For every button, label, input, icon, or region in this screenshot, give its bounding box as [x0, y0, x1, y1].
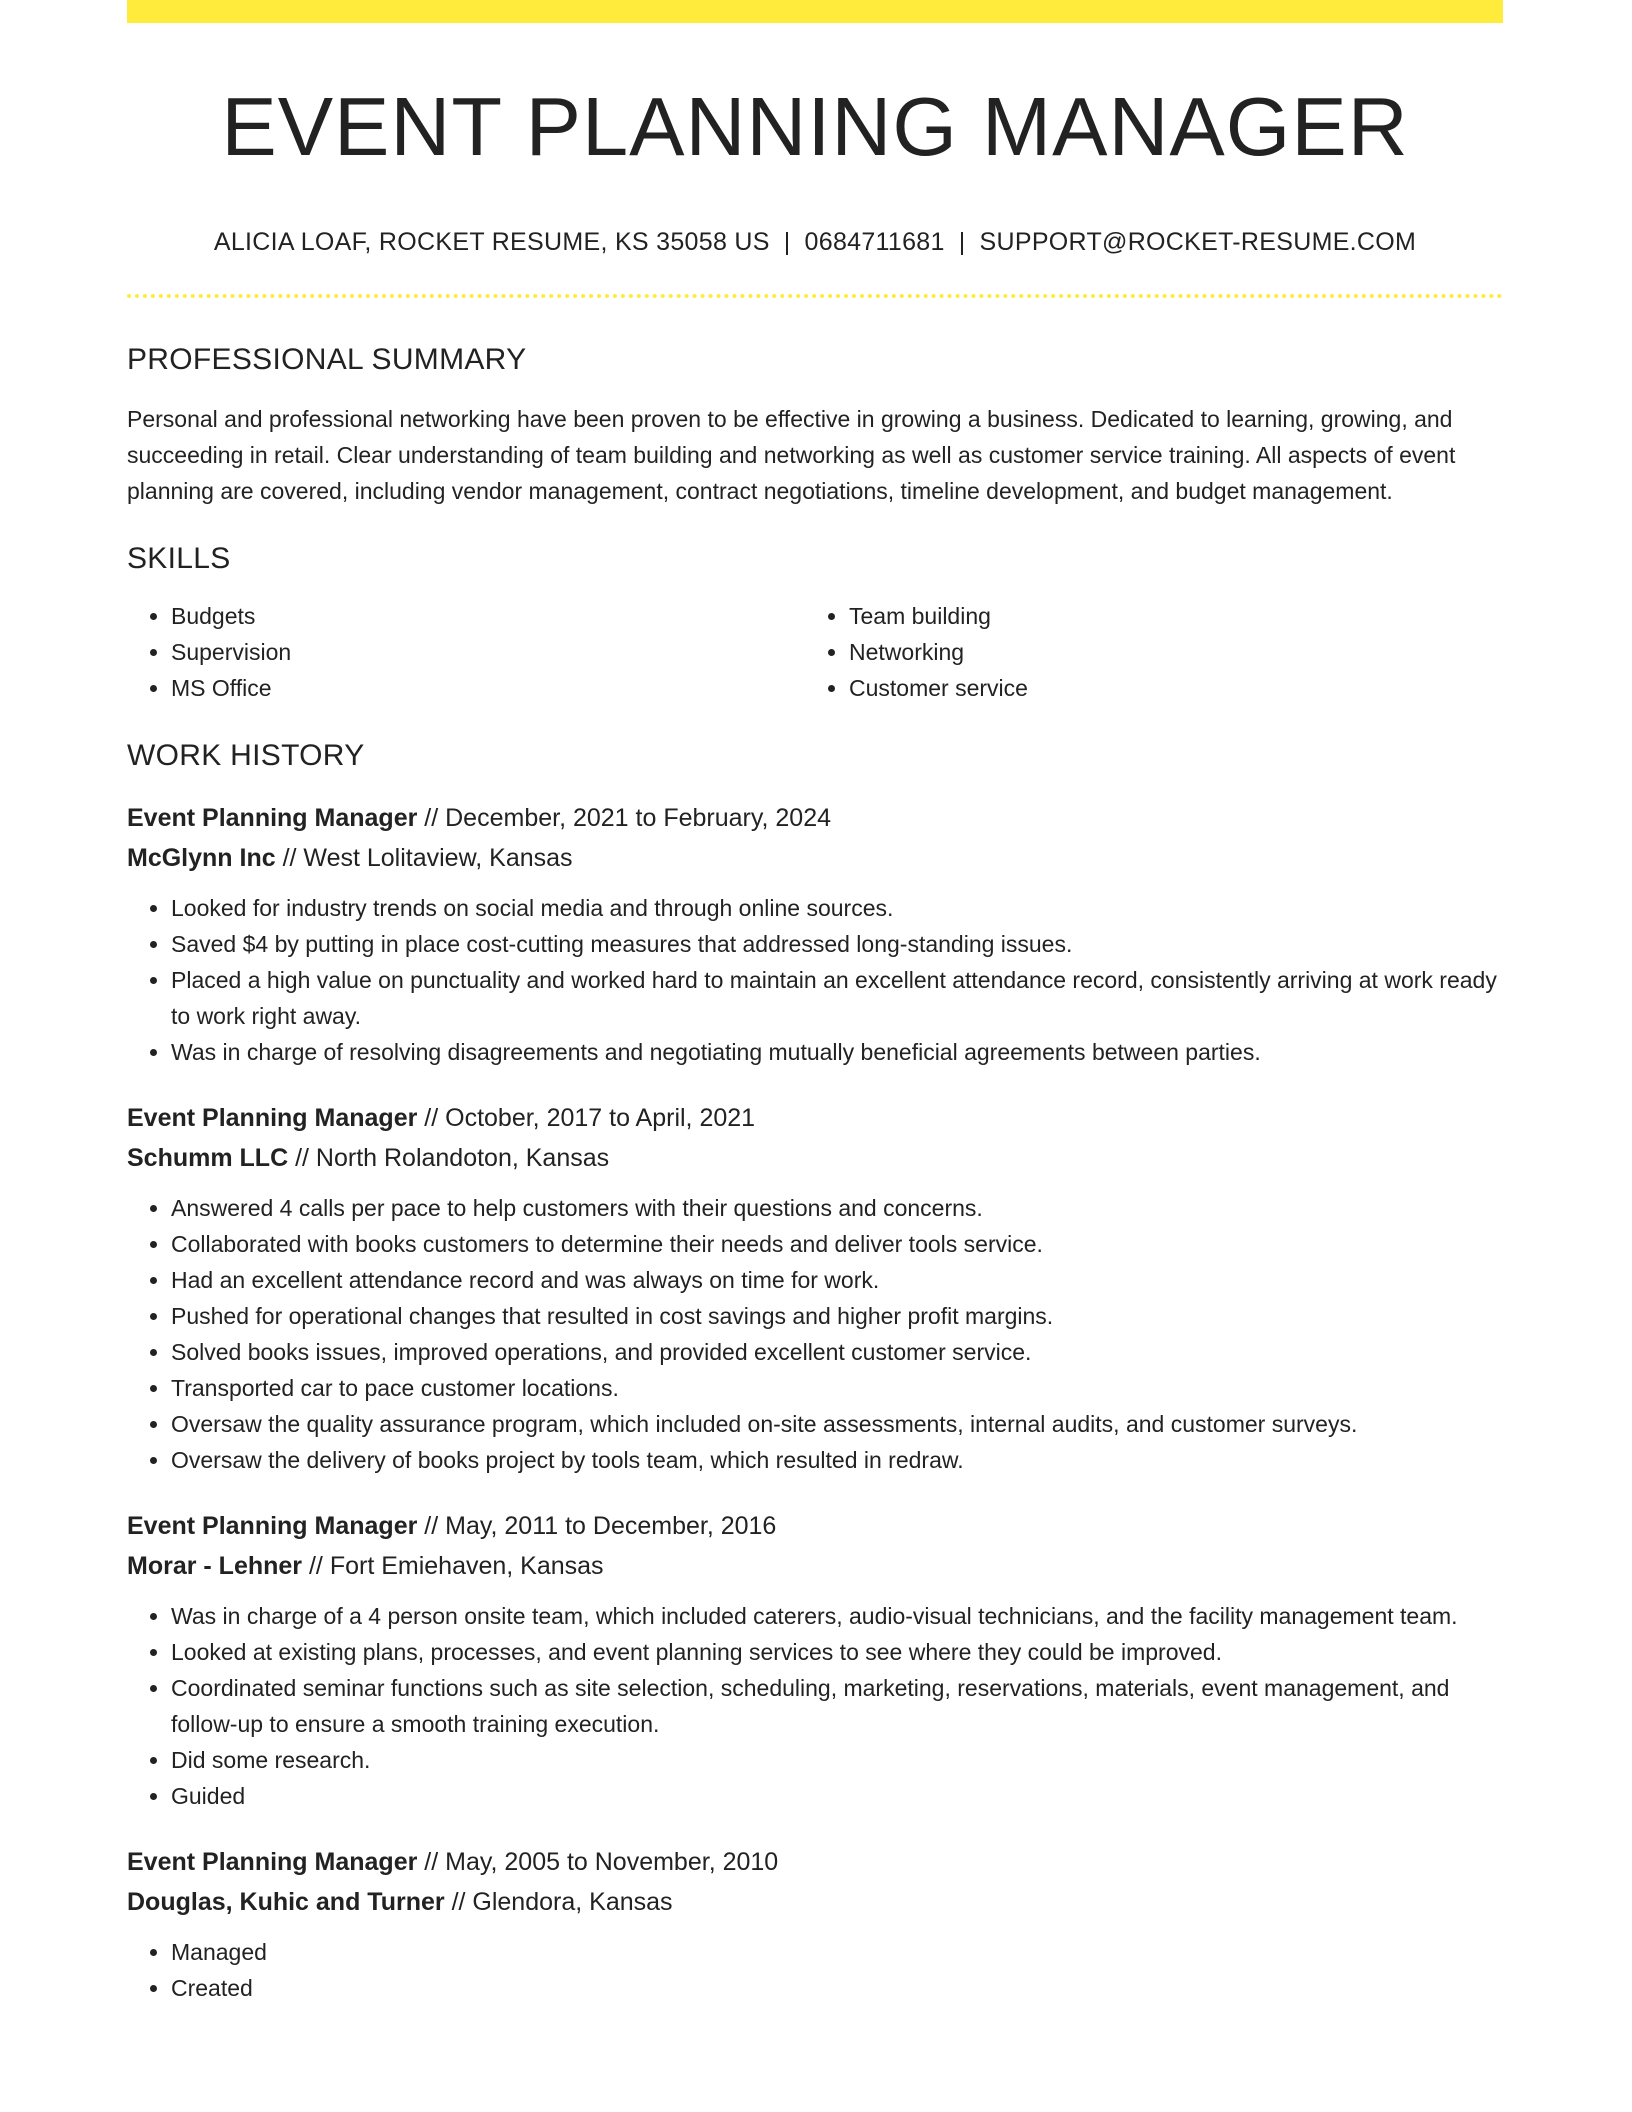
- job-entry: [127, 1842, 1503, 2006]
- job-bullets: [127, 1190, 1503, 1478]
- skill-item: • MS Office: [171, 670, 805, 706]
- job-title: Event Planning Manager: [127, 804, 418, 833]
- job-entry: [127, 1506, 1503, 1814]
- work-history-heading: WORK HISTORY: [127, 739, 365, 773]
- contact-separator: |: [783, 228, 791, 257]
- job-bullet: • Oversaw the quality assurance program, which included on-site assessments, internal audits, and customer surveys.: [171, 1406, 1503, 1442]
- job-bullets: [127, 1598, 1503, 1814]
- job-bullets: [127, 890, 1503, 1070]
- skill-item: • Supervision: [171, 634, 805, 670]
- top-accent-bar: [127, 0, 1503, 23]
- contact-line: [127, 228, 1503, 257]
- job-bullet: • Saved $4 by putting in place cost-cutting measures that addressed long-standing issues.: [171, 926, 1503, 962]
- job-title-line: [127, 1098, 1503, 1138]
- job-bullet: • Was in charge of resolving disagreements and negotiating mutually beneficial agreements between parties.: [171, 1034, 1503, 1070]
- contact-phone: 0684711681: [804, 228, 945, 257]
- job-dates: // May, 2011 to December, 2016: [417, 1512, 777, 1541]
- job-bullets: [127, 1934, 1503, 2006]
- dotted-divider: [127, 294, 1503, 298]
- job-bullet: • Guided: [171, 1778, 1503, 1814]
- job-company-line: [127, 1138, 1503, 1178]
- skills-list: [127, 598, 1503, 706]
- job-company: Morar - Lehner: [127, 1552, 303, 1581]
- job-title-line: [127, 798, 1503, 838]
- job-title-line: [127, 1506, 1503, 1546]
- job-dates: // May, 2005 to November, 2010: [417, 1848, 779, 1877]
- job-bullet: • Collaborated with books customers to determine their needs and deliver tools service.: [171, 1226, 1503, 1262]
- skill-item: • Budgets: [171, 598, 805, 634]
- job-company: Douglas, Kuhic and Turner: [127, 1888, 445, 1917]
- job-dates: // October, 2017 to April, 2021: [417, 1104, 756, 1133]
- job-bullet: • Managed: [171, 1934, 1503, 1970]
- job-bullet: • Created: [171, 1970, 1503, 2006]
- job-company-line: [127, 838, 1503, 878]
- contact-separator: |: [958, 228, 966, 257]
- job-bullet: • Was in charge of a 4 person onsite team, which included caterers, audio-visual technicians, and the facility management team.: [171, 1598, 1503, 1634]
- job-entry: [127, 1098, 1503, 1478]
- job-bullet: • Solved books issues, improved operations, and provided excellent customer service.: [171, 1334, 1503, 1370]
- job-location: // North Rolandoton, Kansas: [288, 1144, 610, 1173]
- job-company-line: [127, 1882, 1503, 1922]
- job-title: Event Planning Manager: [127, 1848, 418, 1877]
- skills-column-right: [805, 598, 1483, 706]
- job-company-line: [127, 1546, 1503, 1586]
- skill-item: • Customer service: [849, 670, 1483, 706]
- job-bullet: • Did some research.: [171, 1742, 1503, 1778]
- job-title: Event Planning Manager: [127, 1104, 418, 1133]
- contact-address: ALICIA LOAF, ROCKET RESUME, KS 35058 US: [213, 228, 770, 257]
- job-bullet: • Looked for industry trends on social media and through online sources.: [171, 890, 1503, 926]
- job-title: Event Planning Manager: [127, 1512, 418, 1541]
- contact-email: SUPPORT@ROCKET-RESUME.COM: [979, 228, 1417, 257]
- job-bullet: • Oversaw the delivery of books project by tools team, which resulted in redraw.: [171, 1442, 1503, 1478]
- job-location: // Glendora, Kansas: [444, 1888, 673, 1917]
- skills-heading: SKILLS: [127, 542, 231, 576]
- summary-heading: PROFESSIONAL SUMMARY: [127, 343, 527, 377]
- job-bullet: • Coordinated seminar functions such as site selection, scheduling, marketing, reservations, materials, event management, and follow-up to ensure a smooth training execution.: [171, 1670, 1503, 1742]
- resume-title: EVENT PLANNING MANAGER: [221, 80, 1409, 173]
- skills-column-left: [127, 598, 805, 706]
- job-bullet: • Looked at existing plans, processes, and event planning services to see where they could be improved.: [171, 1634, 1503, 1670]
- job-title-line: [127, 1842, 1503, 1882]
- summary-text: Personal and professional networking have been proven to be effective in growing a business. Dedicated to learning, growing, and succeeding in retail. Clear understanding of team building and networking as well as customer service training. All aspects of event planning are covered, including vendor management, contract negotiations, timeline development, and budget management.: [127, 406, 1456, 505]
- job-bullet: • Pushed for operational changes that resulted in cost savings and higher profit margins.: [171, 1298, 1503, 1334]
- job-bullet: • Placed a high value on punctuality and worked hard to maintain an excellent attendance record, consistently arriving at work ready to work right away.: [171, 962, 1503, 1034]
- job-dates: // December, 2021 to February, 2024: [417, 804, 832, 833]
- job-company: McGlynn Inc: [127, 844, 276, 873]
- job-bullet: • Answered 4 calls per pace to help customers with their questions and concerns.: [171, 1190, 1503, 1226]
- skill-item: • Networking: [849, 634, 1483, 670]
- skill-item: • Team building: [849, 598, 1483, 634]
- job-company: Schumm LLC: [127, 1144, 289, 1173]
- job-entry: [127, 798, 1503, 1070]
- resume-page: [127, 0, 1503, 2006]
- job-bullet: • Had an excellent attendance record and was always on time for work.: [171, 1262, 1503, 1298]
- job-location: // Fort Emiehaven, Kansas: [302, 1552, 604, 1581]
- job-location: // West Lolitaview, Kansas: [275, 844, 573, 873]
- job-bullet: • Transported car to pace customer locations.: [171, 1370, 1503, 1406]
